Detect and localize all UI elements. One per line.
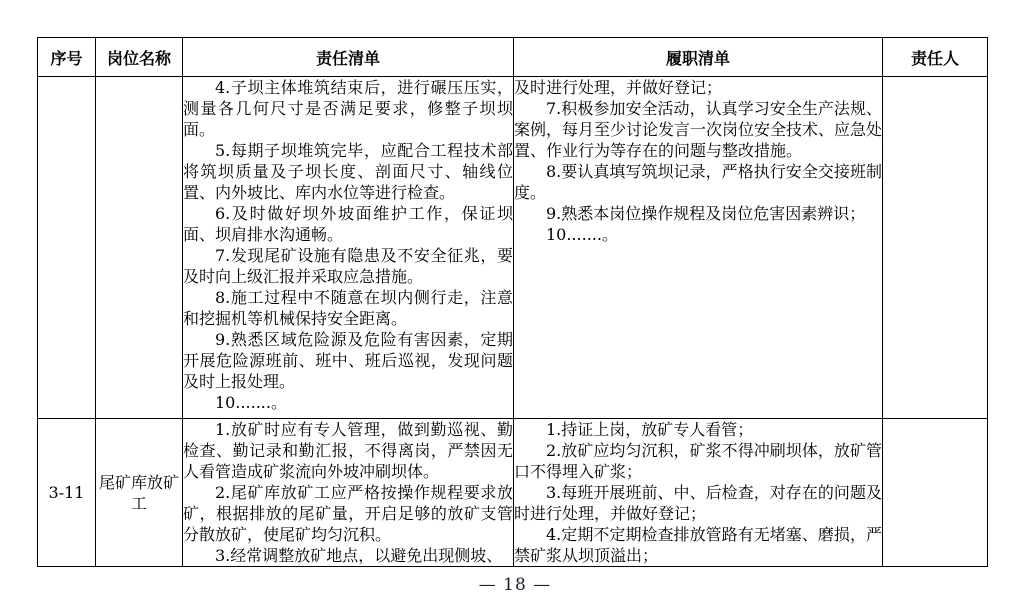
cell-position: 尾矿库放矿工 — [96, 419, 183, 567]
list-item: 4.子坝主体堆筑结束后，进行碾压压实，测量各几何尺寸是否满足要求，修整子坝坝面。 — [183, 78, 513, 139]
list-item: 5.每期子坝堆筑完毕，应配合工程技术部将筑坝质量及子坝长度、剖面尺寸、轴线位置、内外坡比、库内水位等进行检查。 — [183, 141, 513, 202]
header-seq: 序号 — [38, 38, 96, 77]
cell-responsibility-list — [183, 77, 514, 419]
table-row — [38, 77, 988, 419]
responsibility-table — [37, 37, 988, 567]
cell-duty-list-content — [514, 77, 882, 418]
list-item: 3.经常调整放矿地点，以避免出现侧坡、 — [215, 546, 503, 565]
header-position: 岗位名称 — [96, 38, 183, 77]
header-person: 责任人 — [883, 38, 988, 77]
page-number: — 18 — — [478, 575, 552, 595]
list-item: 及时进行处理，并做好登记； — [514, 78, 723, 97]
cell-seq — [38, 77, 96, 419]
list-item: 10.......。 — [215, 393, 287, 412]
list-item: 8.施工过程中不随意在坝内侧行走，注意和挖掘机等机械保持安全距离。 — [183, 288, 513, 328]
list-item: 2.放矿应均匀沉积，矿浆不得冲刷坝体，放矿管口不得埋入矿浆； — [514, 441, 882, 481]
cell-duty-list — [514, 419, 883, 567]
cell-duty-list — [514, 77, 883, 419]
cell-person — [883, 77, 988, 419]
list-item: 7.发现尾矿设施有隐患及不安全征兆，要及时向上级汇报并采取应急措施。 — [183, 246, 513, 286]
list-item: 4.定期不定期检查排放管路有无堵塞、磨损，严禁矿浆从坝顶溢出； — [514, 525, 882, 565]
list-item: 2.尾矿库放矿工应严格按操作规程要求放矿，根据排放的尾矿量，开启足够的放矿支管分散放矿，使尾矿均匀沉积。 — [183, 483, 513, 544]
list-item: 1.持证上岗，放矿专人看管； — [546, 420, 754, 439]
list-item: 1.放矿时应有专人管理，做到勤巡视、勤检查、勤记录和勤汇报，不得离岗，严禁因无人看管造成矿浆流向外坡冲刷坝体。 — [183, 420, 513, 481]
list-item: 7.积极参加安全活动，认真学习安全生产法规、案例，每月至少讨论发言一次岗位安全技术、应急处置、作业行为等存在的问题与整改措施。 — [514, 99, 882, 160]
header-duty-list: 履职清单 — [514, 38, 883, 77]
cell-responsibility-list-content — [183, 419, 513, 566]
list-item: 3.每班开展班前、中、后检查，对存在的问题及时进行处理，并做好登记； — [514, 483, 882, 523]
list-item: 10.......。 — [546, 225, 618, 244]
table-header-row — [38, 38, 988, 77]
cell-responsibility-list-content — [183, 77, 513, 418]
list-item: 8.要认真填写筑坝记录，严格执行安全交接班制度。 — [514, 162, 882, 202]
cell-person — [883, 419, 988, 567]
table-row — [38, 419, 988, 567]
cell-responsibility-list — [183, 419, 514, 567]
list-item: 9.熟悉区域危险源及危险有害因素，定期开展危险源班前、班中、班后巡视，发现问题及时上报处理。 — [183, 330, 513, 391]
list-item: 9.熟悉本岗位操作规程及岗位危害因素辨识； — [546, 204, 866, 223]
header-responsibility-list: 责任清单 — [183, 38, 514, 77]
list-item: 6.及时做好坝外坡面维护工作，保证坝面、坝肩排水沟通畅。 — [183, 204, 513, 244]
cell-position — [96, 77, 183, 419]
cell-duty-list-content — [514, 419, 882, 566]
cell-seq: 3-11 — [38, 419, 96, 567]
